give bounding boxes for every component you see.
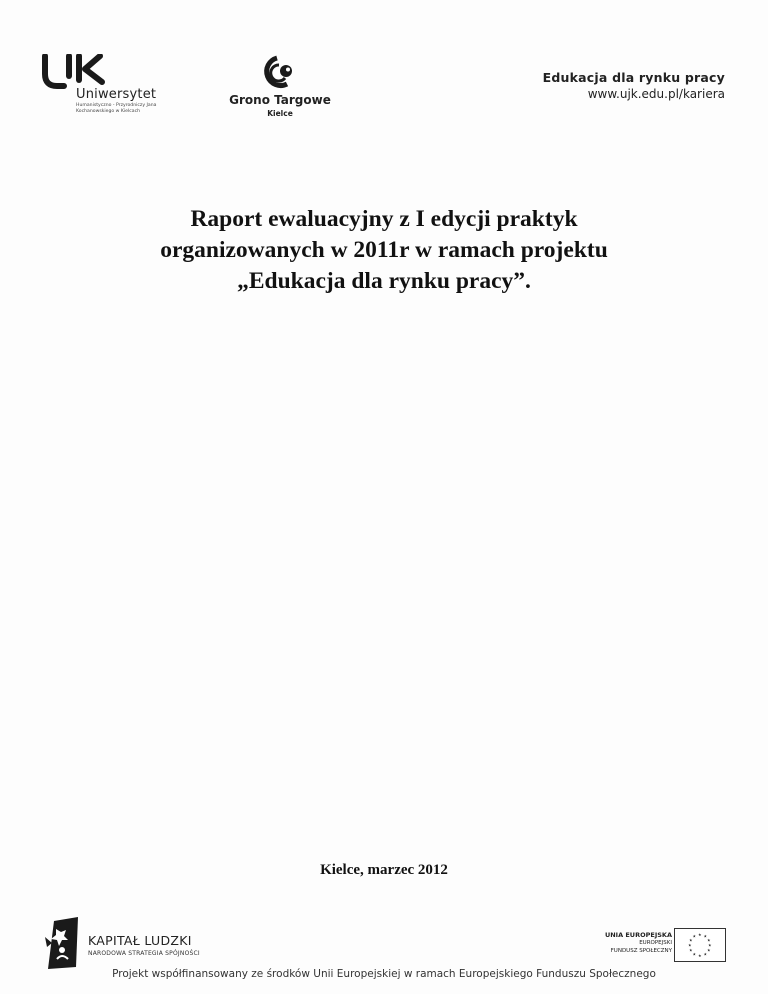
title-line: Raport ewaluacyjny z I edycji praktyk [190,206,578,232]
kapital-ludzki-subtitle: NARODOWA STRATEGIA SPÓJNOŚCI [88,950,200,957]
eu-logo [600,928,728,962]
project-url: www.ujk.edu.pl/kariera [587,87,725,101]
project-name: Edukacja dla rynku pracy [542,70,725,85]
ujk-logo [42,54,172,120]
eu-line-2: EUROPEJSKI [639,940,672,946]
grono-logo-icon [255,54,305,90]
title-line: organizowanych w 2011r w ramach projektu [160,237,608,263]
eu-line-3: FUNDUSZ SPOŁECZNY [610,948,672,954]
svg-text:★: ★ [689,937,693,943]
title-line: „Edukacja dla rynku pracy”. [237,268,531,294]
svg-text:★: ★ [698,932,702,937]
eu-flag-icon [674,928,726,962]
ujk-logo-icon [42,54,112,90]
svg-text:★: ★ [707,937,711,943]
eu-line-1: UNIA EUROPEJSKA [604,931,672,939]
project-header [543,70,725,101]
svg-text:★: ★ [698,953,702,958]
grono-name: Grono Targowe [229,93,331,107]
grono-logo [222,54,338,120]
kapital-ludzki-icon [42,917,82,969]
svg-text:★: ★ [703,951,708,957]
svg-text:★: ★ [689,947,693,953]
document-title [60,204,708,297]
ujk-subtitle: Humanistyczno - Przyrodniczy Jana Kochanowskiego w Kielcach [76,103,157,114]
eu-text [605,931,672,955]
svg-text:★: ★ [703,933,708,939]
ujk-name: Uniwersytet [76,87,157,102]
kapital-ludzki-logo [42,917,222,969]
svg-text:★: ★ [707,947,711,953]
cofinancing-note: Projekt współfinansowany ze środków Unii Europejskiej w ramach Europejskiego Funduszu Społecznego [112,968,656,980]
kapital-ludzki-name: KAPITAŁ LUDZKI [88,933,192,948]
svg-text:★: ★ [692,951,697,957]
svg-text:★: ★ [688,942,692,948]
grono-city: Kielce [267,109,293,118]
place-date: Kielce, marzec 2012 [320,862,448,878]
svg-text:★: ★ [708,942,712,948]
svg-text:★: ★ [692,933,697,939]
